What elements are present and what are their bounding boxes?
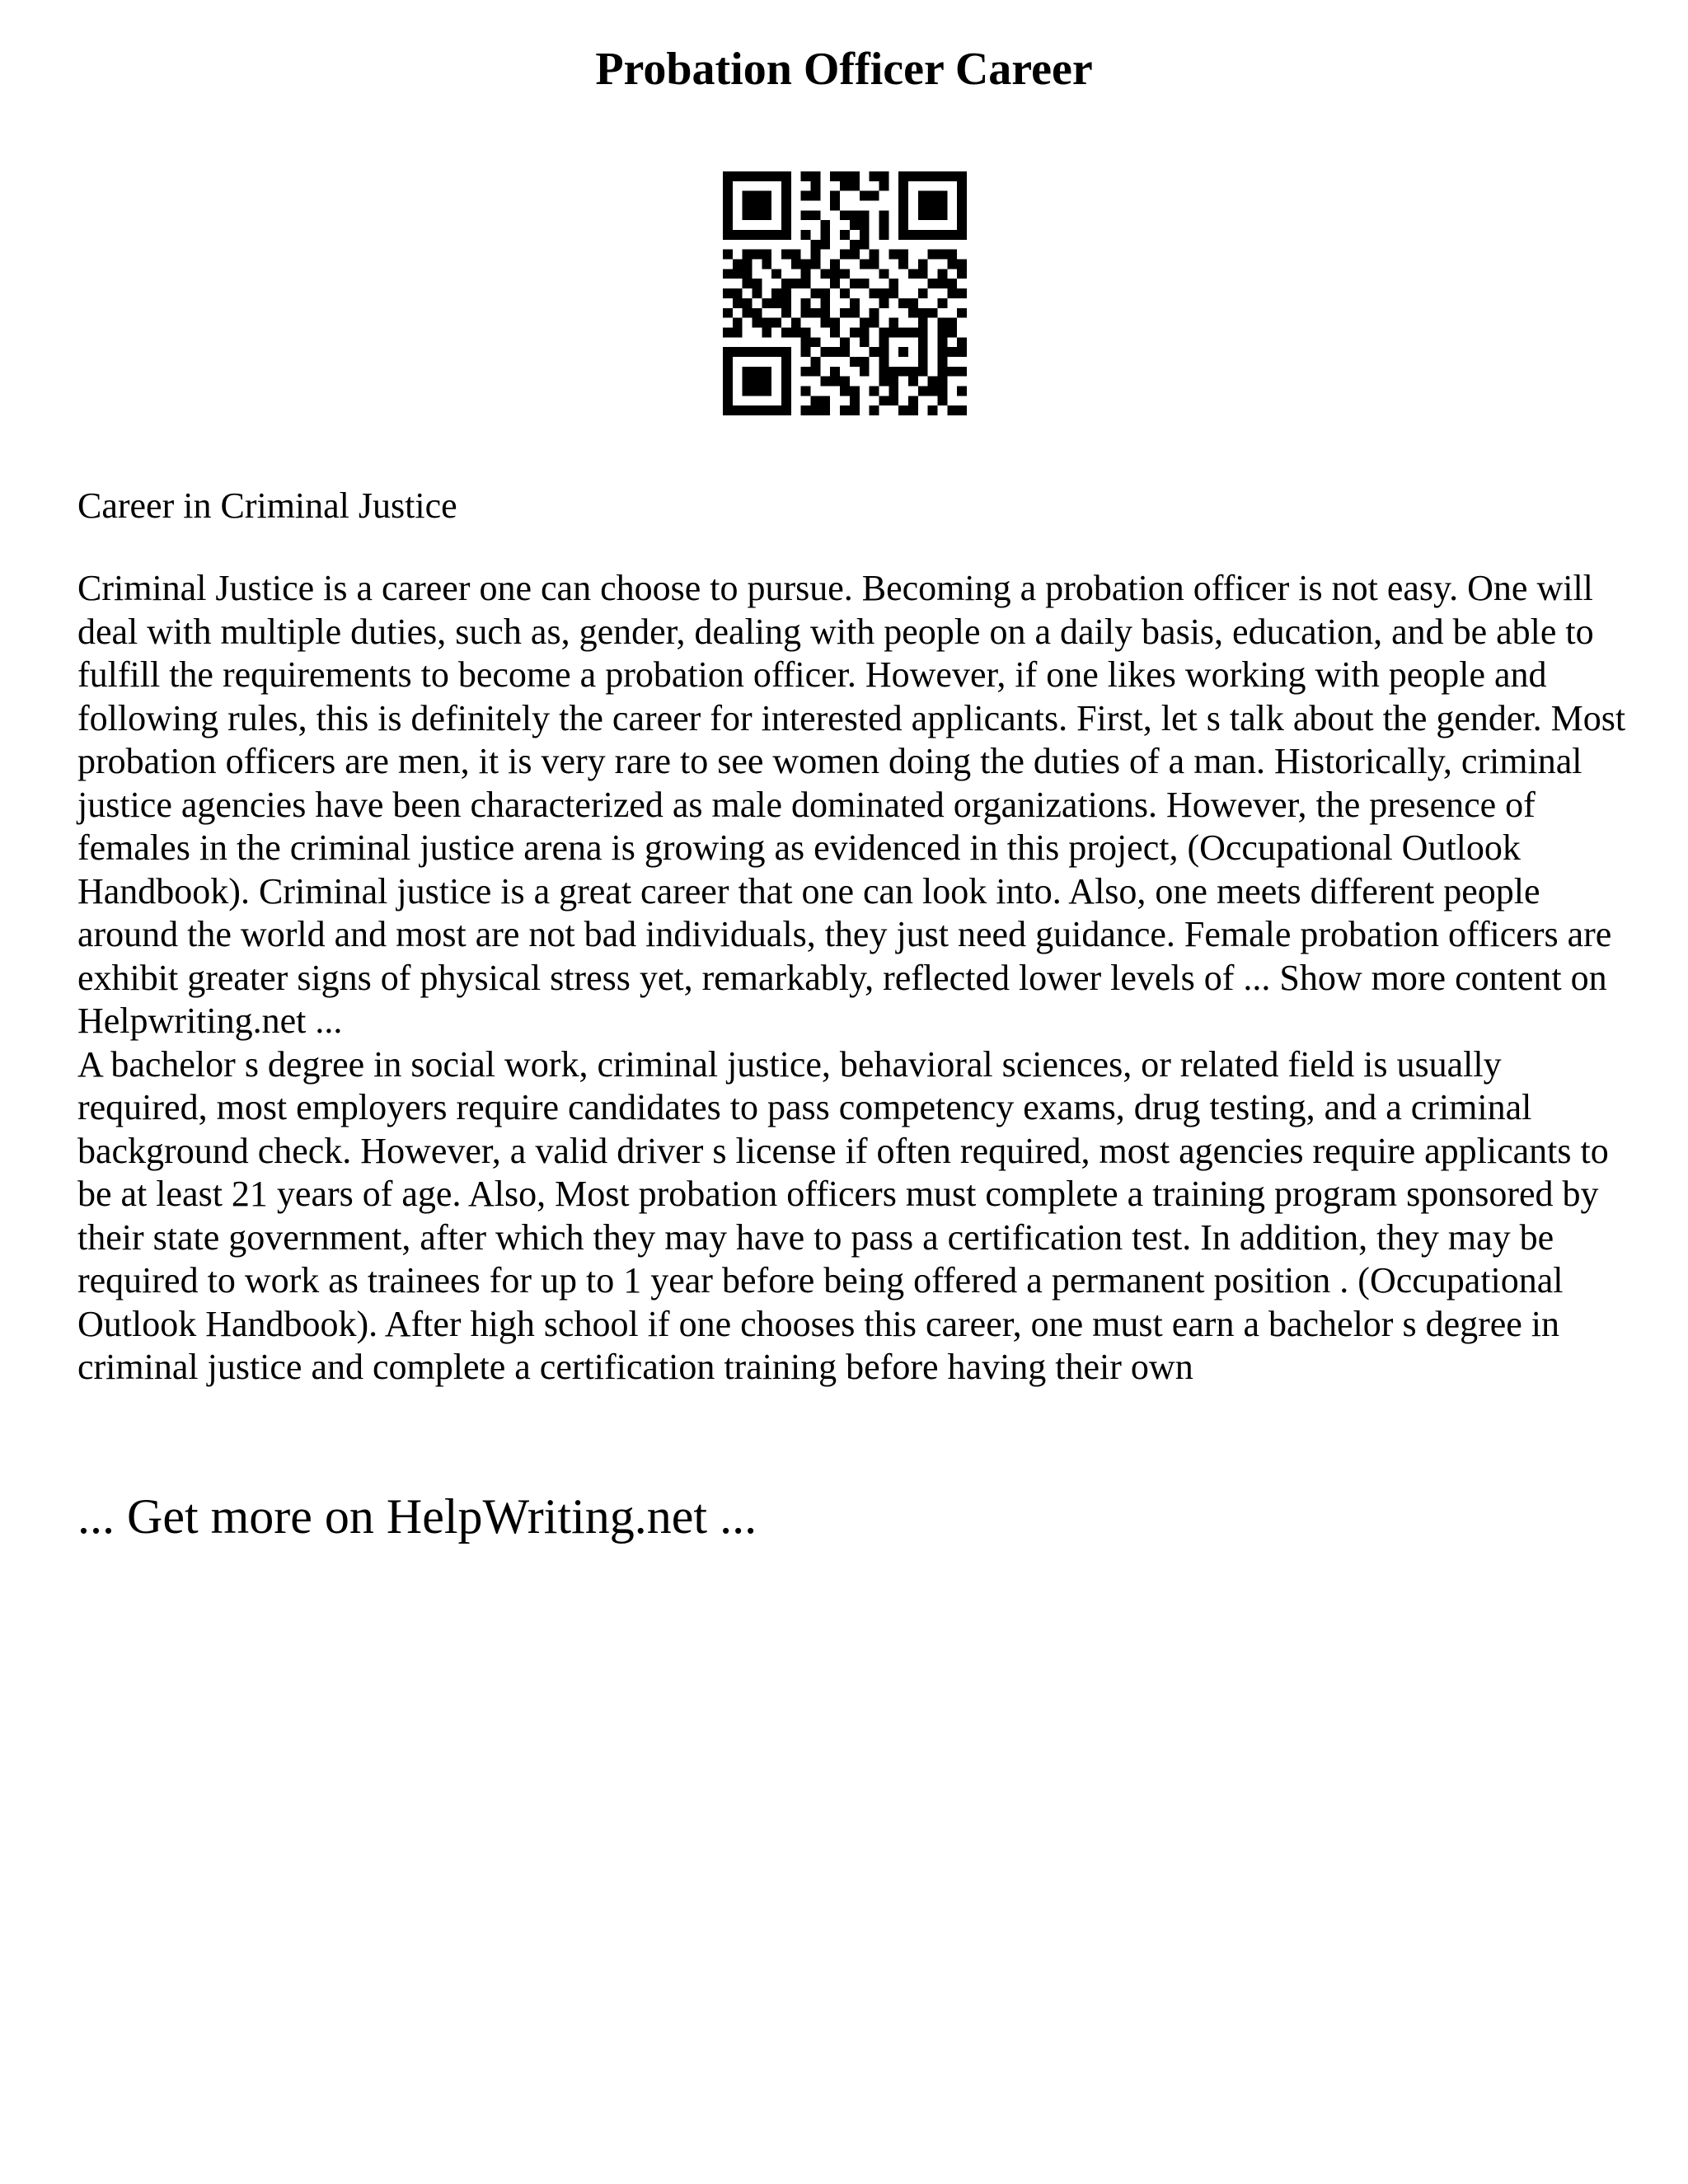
paragraph: A bachelor s degree in social work, criminal justice, behavioral sciences, or related field is usually required, most employers require candidates to pass competency exams, drug testing, and a criminal background check. However, a valid driver s license if often required, most agencies require applicants to be at least 21 years of age. Also, Most probation officers must complete a training program sponsored by their state government, after which they may have to pass a certification test. In addition, they may be required to work as trainees for up to 1 year before being offered a permanent position . (Occupational Outlook Handbook). After high school if one chooses this career, one must earn a bachelor s degree in criminal justice and complete a certification training before having their own (77, 1043, 1609, 1387)
page-title: Probation Officer Career (595, 44, 1093, 95)
get-more-link[interactable]: ... Get more on HelpWriting.net ... (77, 1489, 757, 1544)
qr-code-graphic (723, 171, 967, 415)
article-body (77, 567, 1627, 1390)
paragraph: Criminal Justice is a career one can choose to pursue. Becoming a probation officer is not easy. One will deal with multiple duties, such as, gender, dealing with people on a daily basis, education, and be able to fulfill the requirements to become a probation officer. However, if one likes working with people and following rules, this is definitely the career for interested applicants. First, let s talk about the gender. Most probation officers are men, it is very rare to see women doing the duties of a man. Historically, criminal justice agencies have been characterized as male dominated organizations. However, the presence of females in the criminal justice arena is growing as evidenced in this project, (Occupational Outlook Handbook). Criminal justice is a great career that one can look into. Also, one meets different people around the world and most are not bad individuals, they just need guidance. Female probation officers are exhibit greater signs of physical stress yet, remarkably, reflected lower levels of ... Show more content on Helpwriting.net ... (77, 568, 1626, 1041)
qr-code (723, 171, 967, 415)
section-subtitle: Career in Criminal Justice (77, 485, 457, 526)
